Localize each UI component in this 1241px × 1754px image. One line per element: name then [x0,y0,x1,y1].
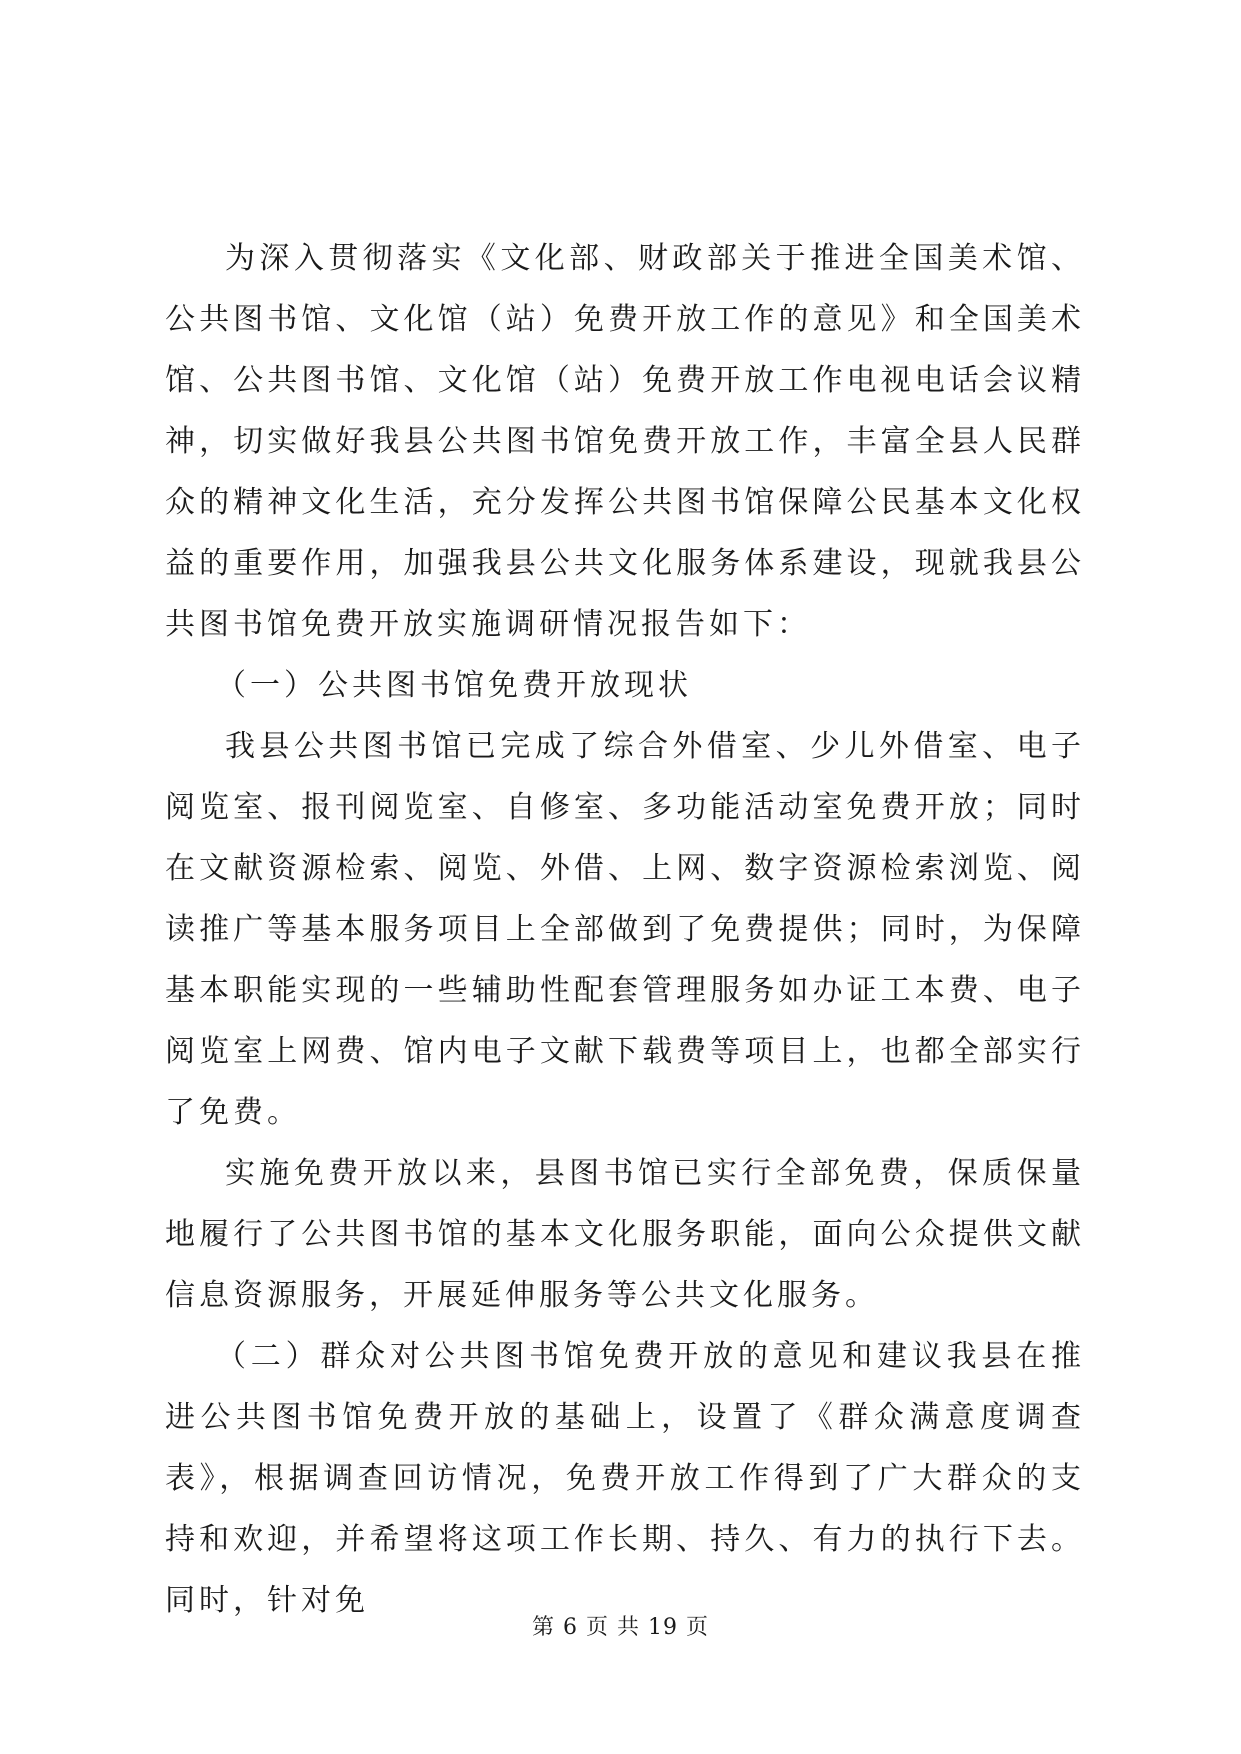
paragraph-intro: 为深入贯彻落实《文化部、财政部关于推进全国美术馆、公共图书馆、文化馆（站）免费开放工作的意见》和全国美术馆、公共图书馆、文化馆（站）免费开放工作电视电话会议精神，切实做好我县公共图书馆免费开放工作，丰富全县人民群众的精神文化生活，充分发挥公共图书馆保障公民基本文化权益的重要作用，加强我县公共文化服务体系建设，现就我县公共图书馆免费开放实施调研情况报告如下： [165,241,1085,642]
section-heading-1: （一）公共图书馆免费开放现状 [216,668,692,703]
section-heading-2-paragraph: （二）群众对公共图书馆免费开放的意见和建议我县在推进公共图书馆免费开放的基础上，设置了《群众满意度调查表》，根据调查回访情况，免费开放工作得到了广大群众的支持和欢迎，并希望将这项工作长期、持久、有力的执行下去。同时，针对免 [165,1339,1085,1618]
page-number-footer: 第 6 页 共 19 页 [532,1615,709,1640]
paragraph-status: 我县公共图书馆已完成了综合外借室、少儿外借室、电子阅览室、报刊阅览室、自修室、多功能活动室免费开放；同时在文献资源检索、阅览、外借、上网、数字资源检索浏览、阅读推广等基本服务项目上全部做到了免费提供；同时，为保障基本职能实现的一些辅助性配套管理服务如办证工本费、电子阅览室上网费、馆内电子文献下载费等项目上，也都全部实行了免费。 [165,729,1085,1130]
paragraph-implementation: 实施免费开放以来，县图书馆已实行全部免费，保质保量地履行了公共图书馆的基本文化服务职能，面向公众提供文献信息资源服务，开展延伸服务等公共文化服务。 [165,1156,1085,1313]
document-body [165,228,1085,1631]
